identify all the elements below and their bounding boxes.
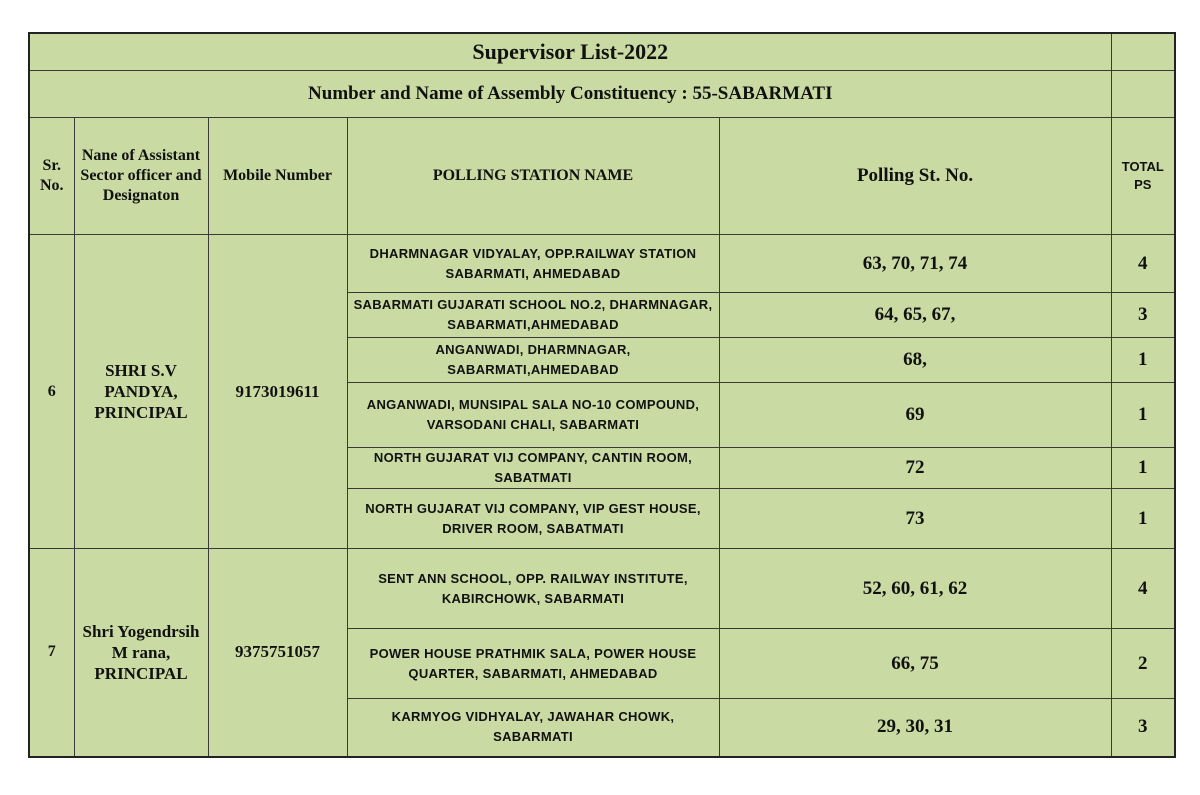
officer-cell: Shri Yogendrsih M rana, PRINCIPAL: [74, 549, 208, 757]
header-mobile: Mobile Number: [208, 118, 347, 235]
station-name-cell: ANGANWADI, MUNSIPAL SALA NO-10 COMPOUND, VARSODANI CHALI, SABARMATI: [347, 383, 719, 448]
ps-no-cell: 69: [719, 383, 1111, 448]
total-ps-cell: 1: [1111, 489, 1175, 549]
station-name-cell: SABARMATI GUJARATI SCHOOL NO.2, DHARMNAGAR, SABARMATI,AHMEDABAD: [347, 293, 719, 338]
station-name-cell: ANGANWADI, DHARMNAGAR, SABARMATI,AHMEDABAD: [347, 338, 719, 383]
sr-no-cell: 7: [29, 549, 74, 757]
total-ps-cell: 3: [1111, 699, 1175, 757]
station-name-cell: POWER HOUSE PRATHMIK SALA, POWER HOUSE QUARTER, SABARMATI, AHMEDABAD: [347, 629, 719, 699]
subtitle-blank-cell: [1111, 71, 1175, 118]
total-ps-cell: 3: [1111, 293, 1175, 338]
total-ps-cell: 1: [1111, 448, 1175, 489]
header-officer: Nane of Assistant Sector officer and Designaton: [74, 118, 208, 235]
sr-no-cell: 6: [29, 235, 74, 549]
total-ps-cell: 2: [1111, 629, 1175, 699]
officer-cell: SHRI S.V PANDYA, PRINCIPAL: [74, 235, 208, 549]
supervisor-table: [28, 32, 1176, 758]
station-name-cell: SENT ANN SCHOOL, OPP. RAILWAY INSTITUTE, KABIRCHOWK, SABARMATI: [347, 549, 719, 629]
constituency-heading: Number and Name of Assembly Constituency : 55-SABARMATI: [29, 71, 1111, 118]
station-name-cell: NORTH GUJARAT VIJ COMPANY, VIP GEST HOUSE, DRIVER ROOM, SABATMATI: [347, 489, 719, 549]
title-blank-cell: [1111, 33, 1175, 71]
total-ps-cell: 1: [1111, 383, 1175, 448]
document-title: Supervisor List-2022: [29, 33, 1111, 71]
total-ps-cell: 4: [1111, 549, 1175, 629]
mobile-cell: 9375751057: [208, 549, 347, 757]
header-sr-no: Sr. No.: [29, 118, 74, 235]
ps-no-cell: 52, 60, 61, 62: [719, 549, 1111, 629]
ps-no-cell: 63, 70, 71, 74: [719, 235, 1111, 293]
total-ps-cell: 1: [1111, 338, 1175, 383]
ps-no-cell: 72: [719, 448, 1111, 489]
table-row: [29, 549, 1175, 629]
mobile-cell: 9173019611: [208, 235, 347, 549]
ps-no-cell: 66, 75: [719, 629, 1111, 699]
table-row: [29, 235, 1175, 293]
header-ps-no: Polling St. No.: [719, 118, 1111, 235]
ps-no-cell: 64, 65, 67,: [719, 293, 1111, 338]
total-ps-cell: 4: [1111, 235, 1175, 293]
ps-no-cell: 68,: [719, 338, 1111, 383]
ps-no-cell: 73: [719, 489, 1111, 549]
ps-no-cell: 29, 30, 31: [719, 699, 1111, 757]
header-station-name: POLLING STATION NAME: [347, 118, 719, 235]
station-name-cell: DHARMNAGAR VIDYALAY, OPP.RAILWAY STATION SABARMATI, AHMEDABAD: [347, 235, 719, 293]
station-name-cell: KARMYOG VIDHYALAY, JAWAHAR CHOWK, SABARMATI: [347, 699, 719, 757]
header-total-ps: TOTAL PS: [1111, 118, 1175, 235]
station-name-cell: NORTH GUJARAT VIJ COMPANY, CANTIN ROOM, SABATMATI: [347, 448, 719, 489]
